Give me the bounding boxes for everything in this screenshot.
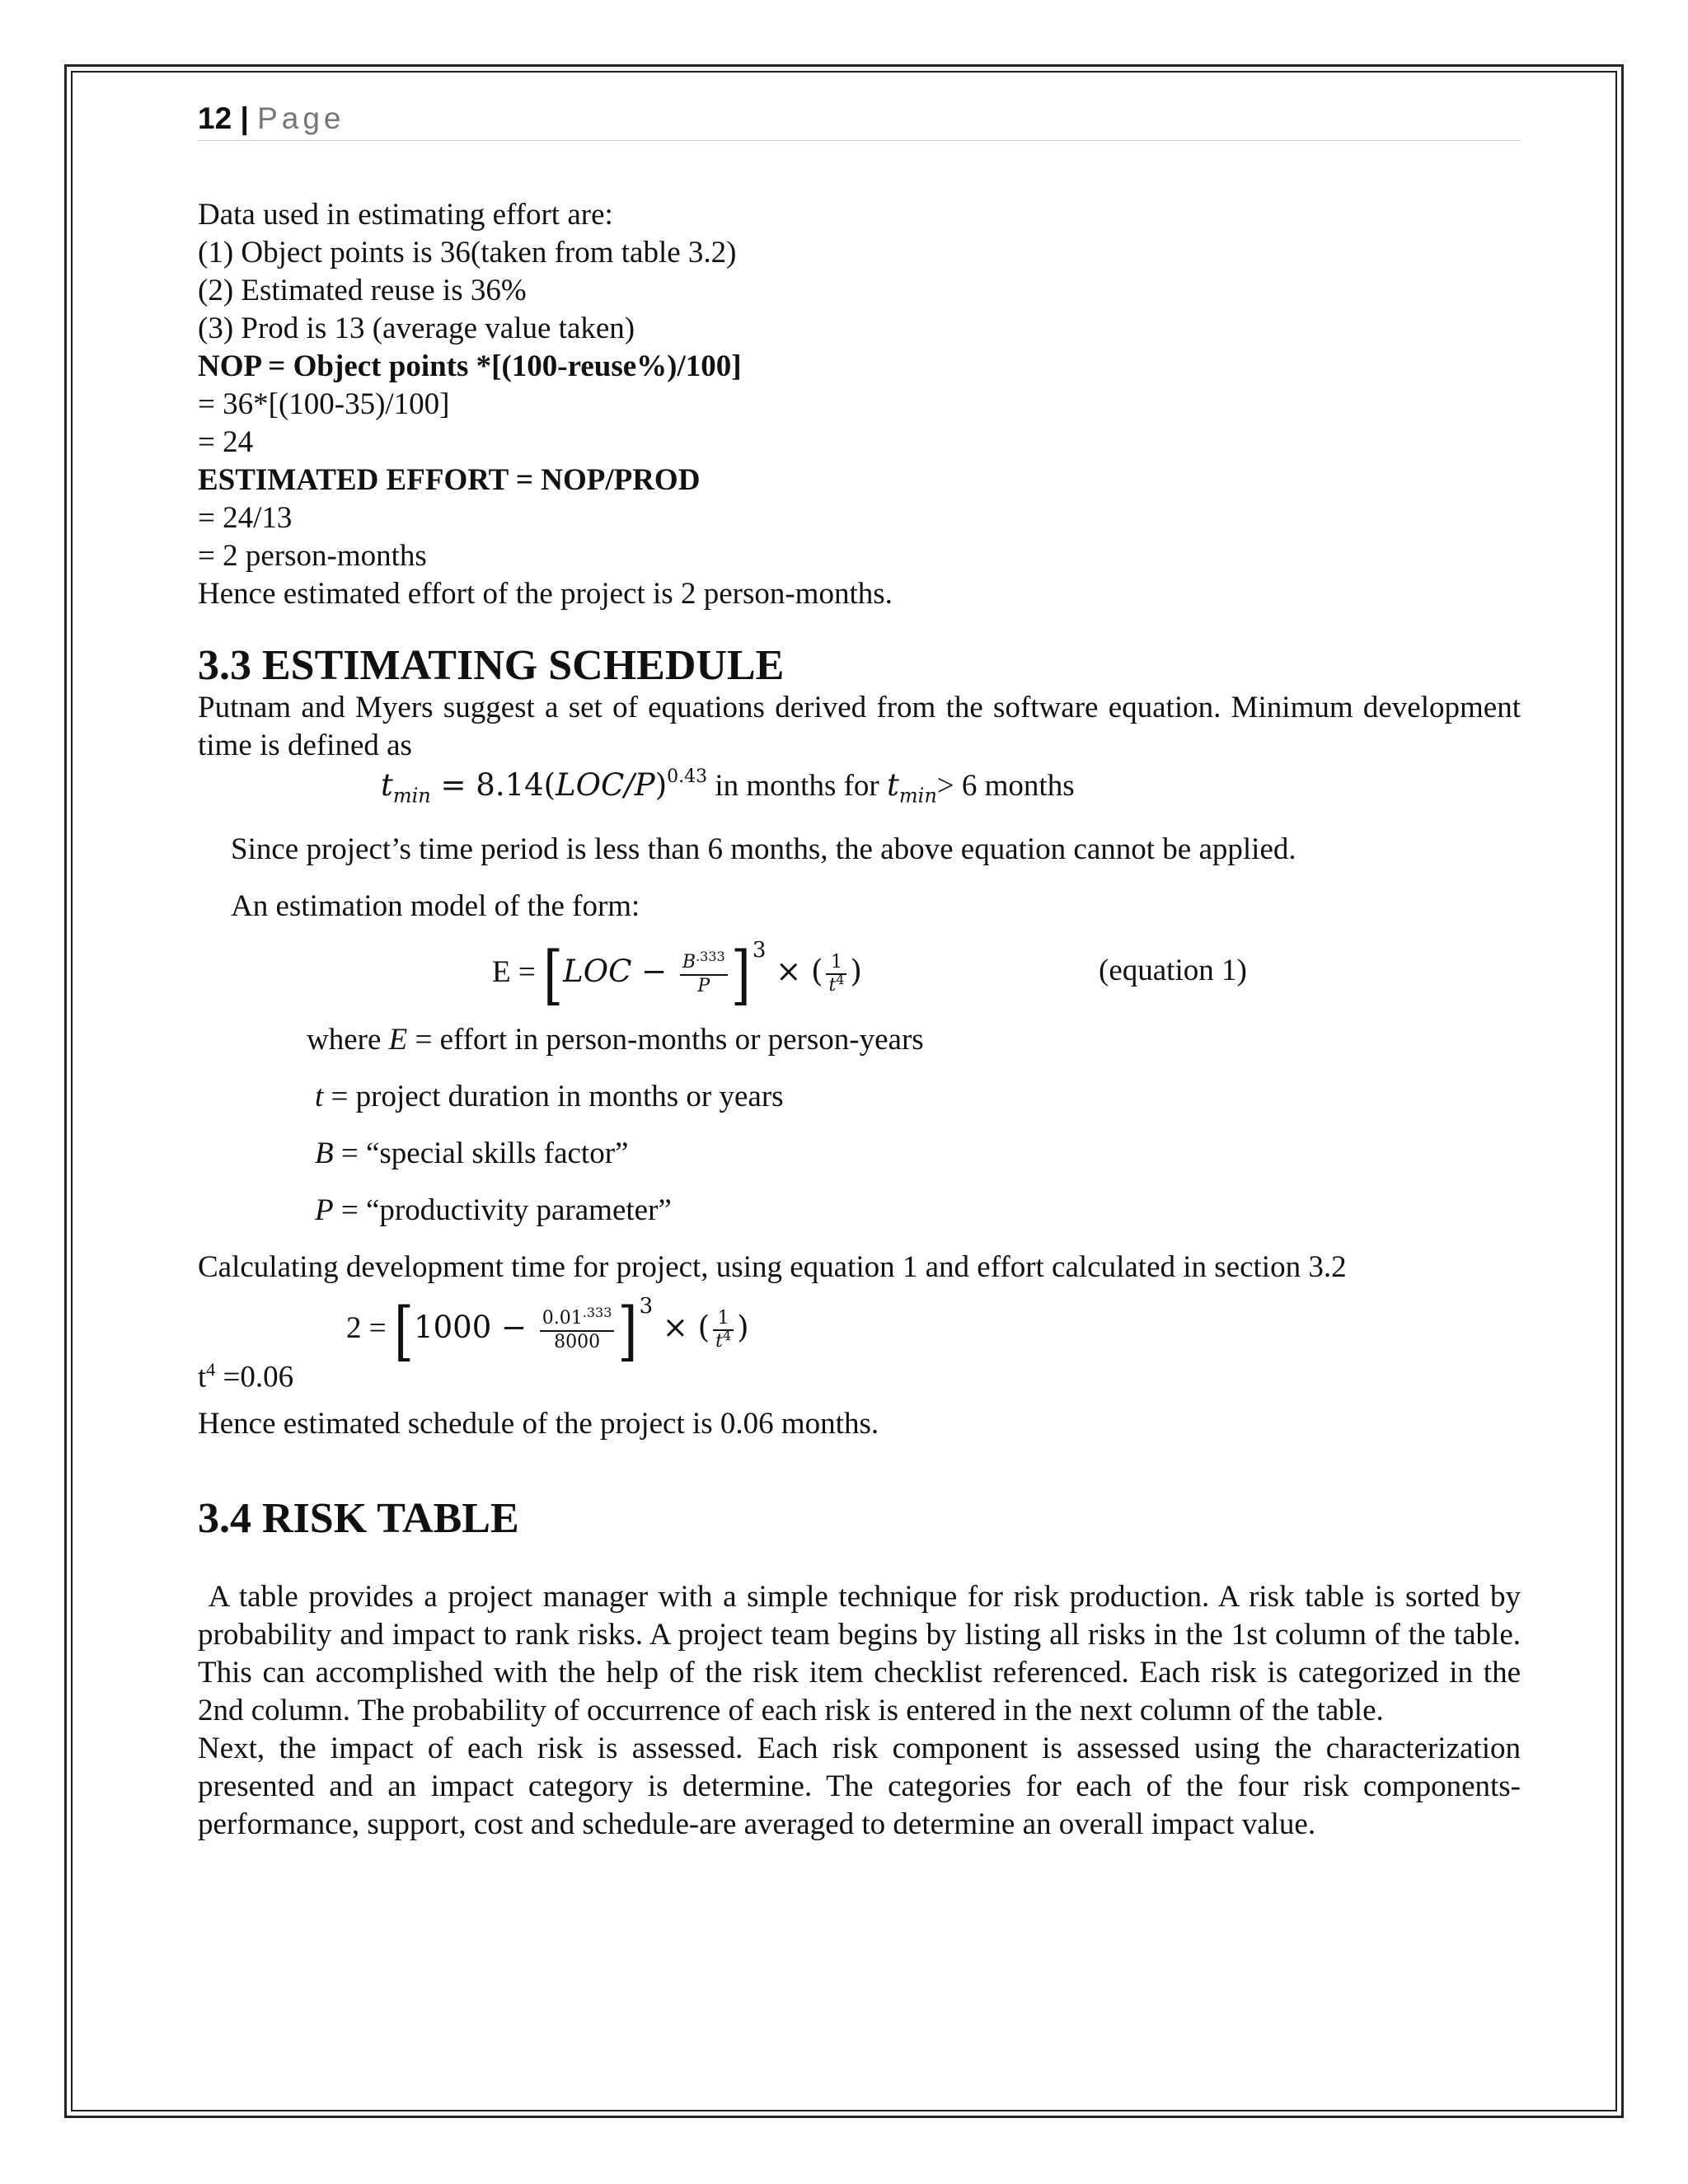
eq1-frac-num: 1	[826, 952, 846, 975]
calc-intro: Calculating development time for project, using equation 1 and effort calculated in section 3.2	[198, 1250, 1347, 1285]
definition-p	[198, 1192, 1521, 1230]
eq2-minus: −	[491, 1310, 537, 1346]
nop-calc-line: = 24	[198, 425, 254, 459]
eq1-close: )	[850, 954, 862, 990]
tmin-sub: min	[392, 784, 431, 808]
effort-conclusion: Hence estimated effort of the project is 2 person-months.	[198, 577, 893, 611]
schedule-heading: 3.3 ESTIMATING SCHEDULE	[198, 642, 785, 689]
risk-paragraph-1: A table provides a project manager with a simple technique for risk production. A risk table is sorted by probability and impact to rank risks. A project team begins by listing all risks in the 1st column of the table. This can accomplished with the help of the risk item checklist referenced. Each risk is categorized in the 2nd column. The probability of occurrence of each risk is entered in the next column of the table.	[198, 1580, 1529, 1728]
definition-var: t	[315, 1080, 324, 1114]
eq1-lhs: E =	[492, 955, 543, 990]
definition-var: E	[388, 1023, 408, 1057]
eq1-cube: 3	[752, 938, 767, 963]
eq2-val: 1000	[414, 1310, 492, 1346]
effort-calc-line: = 24/13	[198, 501, 293, 535]
tmin-slash: /	[624, 767, 635, 803]
definition-var: P	[315, 1193, 334, 1228]
schedule-section	[198, 641, 1521, 1443]
eq2-times: × (	[653, 1310, 710, 1346]
eq1-times: × (	[766, 954, 823, 990]
eq1-num-exp: .333	[696, 949, 725, 965]
definition-var: B	[315, 1137, 334, 1171]
eq2-frac-den-exp: 4	[722, 1328, 732, 1344]
eq1-one-over-t4	[826, 952, 846, 997]
eq1-num-b: B	[682, 952, 696, 973]
tmin-equation	[198, 766, 1521, 814]
eq1-minus: −	[631, 954, 677, 990]
definition-text: = “special skills factor”	[333, 1137, 629, 1171]
eq2-fraction	[540, 1305, 615, 1353]
eq2-left-bracket: [	[393, 1292, 415, 1368]
eq2-frac-num: 1	[713, 1308, 734, 1331]
definition-prefix: where	[307, 1023, 389, 1057]
t4-exp: 4	[206, 1359, 216, 1380]
tmin-tail2: > 6 months	[936, 769, 1075, 803]
effort-intro: Data used in estimating effort are:	[198, 198, 613, 232]
eq2-lhs: 2 =	[346, 1311, 394, 1346]
effort-calc-line: = 2 person-months	[198, 539, 427, 573]
t4-var: t	[198, 1360, 207, 1394]
tmin-var: t	[381, 767, 393, 803]
eq2-frac-den-t: t	[715, 1331, 723, 1352]
t4-val: =0.06	[215, 1360, 294, 1394]
header-separator: |	[240, 101, 249, 135]
effort-item: (3) Prod is 13 (average value taken)	[198, 312, 635, 345]
effort-item: (2) Estimated reuse is 36%	[198, 274, 527, 307]
equation-1-label: (equation 1)	[1099, 954, 1247, 988]
eq1-den-p: P	[697, 976, 710, 997]
eq2-den: 8000	[554, 1332, 601, 1353]
effort-item: (1) Object points is 36(taken from table 3.2)	[198, 236, 737, 269]
eq2-num-exp: .333	[582, 1305, 612, 1321]
tmin-eq: = 8.14(	[430, 767, 556, 803]
risk-heading: 3.4 RISK TABLE	[198, 1495, 519, 1543]
eq2-one-over-t4	[713, 1308, 734, 1353]
since-statement: Since project’s time period is less than 6 months, the above equation cannot be applied.	[231, 832, 1296, 867]
eq2-right-bracket: ]	[617, 1292, 638, 1368]
tmin-exp: 0.43	[667, 766, 708, 787]
t4-result	[198, 1351, 293, 1396]
schedule-paragraph: Putnam and Myers suggest a set of equations derived from the software equation. Minimum development time is defined as	[198, 691, 1521, 762]
tmin-var2: t	[887, 767, 899, 803]
tmin-close: )	[654, 767, 668, 803]
definition-t	[198, 1078, 1521, 1116]
document-body	[198, 196, 1529, 1844]
definition-e	[198, 1021, 1521, 1059]
page-number: 12	[198, 101, 232, 135]
eq2-num: 0.01	[542, 1308, 583, 1329]
definition-text: = effort in person-months or person-years	[407, 1023, 924, 1057]
eq2-close: )	[737, 1310, 749, 1346]
eq1-loc: LOC	[563, 954, 632, 990]
equation-1	[198, 934, 1521, 1016]
nop-formula: NOP = Object points *[(100-reuse%)/100]	[198, 349, 742, 383]
tmin-sub2: min	[898, 784, 937, 808]
eq1-left-bracket: [	[542, 936, 564, 1012]
effort-section	[198, 196, 1521, 613]
risk-section	[198, 1494, 1529, 1844]
eq1-frac-den-t: t	[828, 975, 837, 996]
definition-text: = project duration in months or years	[323, 1080, 784, 1114]
tmin-loc: LOC	[556, 767, 625, 803]
equation-2	[198, 1292, 1521, 1394]
definition-b	[198, 1135, 1521, 1173]
nop-calc-line: = 36*[(100-35)/100]	[198, 387, 450, 421]
model-intro: An estimation model of the form:	[231, 889, 640, 924]
schedule-conclusion: Hence estimated schedule of the project is 0.06 months.	[198, 1407, 879, 1441]
page-header	[198, 97, 1521, 141]
risk-paragraph-2: Next, the impact of each risk is assessed. Each risk component is assessed using the characterization presented and an impact category is determine. The categories for each of the four risk components-performance, support, cost and schedule-are averaged to determine an overall impact value.	[198, 1732, 1521, 1842]
tmin-tail1: in months for	[707, 769, 888, 803]
eq1-fraction	[680, 949, 728, 997]
page-word: Page	[257, 101, 345, 135]
effort-formula: ESTIMATED EFFORT = NOP/PROD	[198, 463, 701, 497]
eq2-cube: 3	[639, 1294, 654, 1319]
eq1-frac-den-exp: 4	[836, 972, 845, 988]
definition-text: = “productivity parameter”	[333, 1193, 672, 1228]
eq1-right-bracket: ]	[730, 936, 751, 1012]
tmin-p: P	[634, 767, 655, 803]
